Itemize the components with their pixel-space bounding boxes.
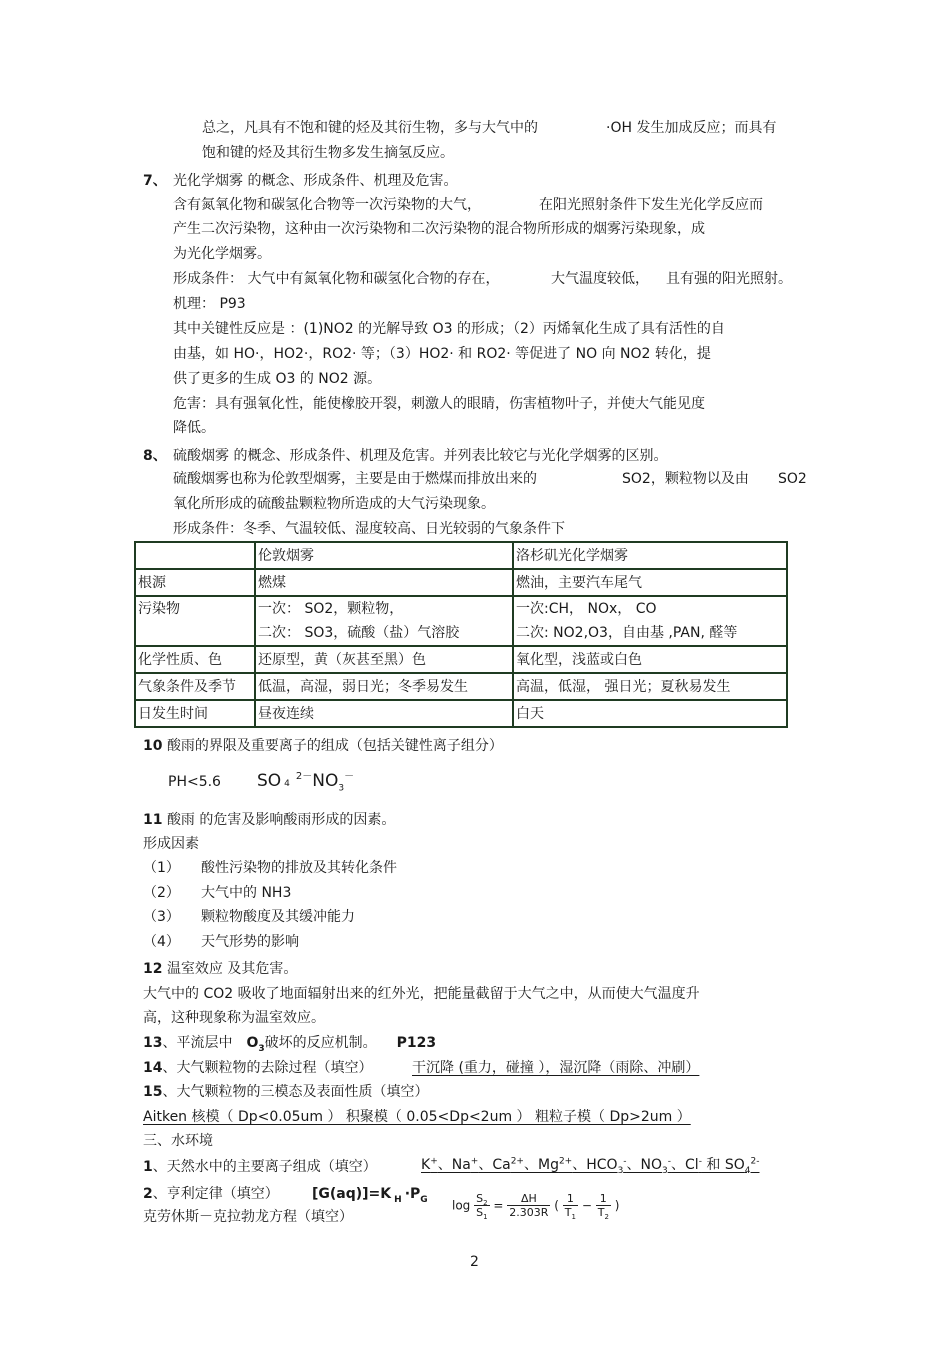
table-header-row [135, 542, 787, 569]
section-number: 14 [143, 1060, 163, 1076]
list-text: 天气形势的影响 [201, 934, 299, 950]
cell-text: 一次： SO2，颗粒物， [258, 601, 404, 617]
list-item [143, 883, 292, 903]
eq-text: 1 [563, 1192, 578, 1206]
text-line: 形成条件：冬季、气温较低、湿度较高、日光较弱的气象条件下 [173, 521, 565, 537]
text-line: 氧化所形成的硫酸盐颗粒物所造成的大气污染现象。 [173, 496, 495, 512]
answer-text: Aitken 核模（ Dp<0.05um ） 积聚模（ 0.05<Dp<2um ） 粗粒子模（ Dp>2um ） [143, 1109, 691, 1125]
section-number: 15 [143, 1084, 163, 1100]
eq-text: T [564, 1206, 572, 1219]
ion-text: 3 [338, 783, 345, 794]
table-cell: 气象条件及季节 [135, 673, 255, 700]
text-line: 供了更多的生成 O3 的 NO2 源。 [173, 371, 382, 387]
text-line: 硫酸烟雾也称为伦敦型烟雾，主要是由于燃煤而排放出来的 [173, 471, 537, 487]
table-cell: 污染物 [135, 596, 255, 646]
eq-text: log [452, 1198, 471, 1213]
section-title: 硫酸烟雾 的概念、形成条件、机理及危害。并列表比较它与光化学烟雾的区别。 [173, 448, 668, 464]
eq-text: 2 [604, 1213, 609, 1222]
text: P123 [396, 1035, 437, 1051]
text-line: 形成条件： 大气中有氮氧化物和碳氢化合物的存在， [173, 271, 500, 287]
text-line: 大气中的 CO2 吸收了地面辐射出来的红外光，把能量截留于大气之中，从而使大气温度升 [143, 986, 700, 1002]
list-item [143, 907, 355, 927]
table-row [135, 569, 787, 596]
section-heading [143, 1184, 279, 1204]
eq-text: T [597, 1206, 605, 1219]
table-cell [513, 621, 787, 646]
list-item [143, 858, 397, 878]
text-line: 在阳光照射条件下发生光化学反应而 [539, 197, 763, 213]
text: 总之，凡具有不饱和键的烃及其衍生物，多与大气中的 [202, 120, 538, 136]
table-cell [255, 621, 513, 646]
formula-text: ·P [404, 1186, 421, 1202]
formula-text: G [420, 1194, 428, 1205]
text-line: 降低。 [173, 420, 215, 436]
table-cell: 日发生时间 [135, 700, 255, 727]
eq-text: S [476, 1192, 484, 1205]
text-line: 机理： P93 [173, 296, 246, 312]
text-line: 由基，如 HO·，HO2·，RO2· 等；（3）HO2· 和 RO2· 等促进了 NO 向 NO2 转化，提 [173, 346, 711, 362]
text: O [246, 1035, 259, 1051]
text-line [202, 143, 454, 163]
smog-comparison-table [134, 541, 788, 728]
text-line: 含有氮氧化物和碳氢化合物等一次污染物的大气， [173, 197, 481, 213]
text-line: 大气温度较低， [551, 271, 649, 287]
text-line: SO2 [778, 471, 807, 487]
list-number: （3） [143, 909, 180, 925]
section-number: 13 [143, 1035, 163, 1051]
cell-text: 二次: NO2,O3，自由基 ,PAN, 醛等 [516, 625, 738, 641]
section-number: 10 [143, 738, 163, 754]
table-cell [513, 596, 787, 621]
table-cell: 氧化型，浅蓝或白色 [513, 646, 787, 673]
cell-text: 二次： SO3，硫酸（盐）气溶胶 [258, 625, 460, 641]
table-cell: 高温，低湿， 强日光；夏秋易发生 [513, 673, 787, 700]
list-number: （1） [143, 860, 180, 876]
eq-text: 2.303R [509, 1206, 549, 1219]
ion-text: NO [312, 771, 339, 791]
text-line: 克劳休斯－克拉勃龙方程（填空） [143, 1209, 353, 1225]
section-heading [143, 1082, 428, 1102]
table-row [135, 700, 787, 727]
text-line: 其中关键性反应是 ：(1)NO2 的光解导致 O3 的形成；（2）丙烯氧化生成了具有活性的自 [173, 321, 725, 337]
list-number: （4） [143, 934, 180, 950]
list-text: 酸性污染物的排放及其转化条件 [201, 860, 397, 876]
text: 3 [258, 1043, 265, 1054]
list-number: （2） [143, 885, 180, 901]
text-line [606, 118, 776, 138]
text: 饱和键的烃及其衍生物多发生摘氢反应。 [202, 145, 454, 161]
text-line [202, 118, 538, 138]
text: 、大气颗粒物的去除过程（填空） [162, 1060, 373, 1076]
table-cell: 根源 [135, 569, 255, 596]
text: ·OH 发生加成反应；而具有 [606, 120, 777, 136]
text: 破坏的反应机制。 [264, 1035, 377, 1051]
table-row [135, 673, 787, 700]
section-title: 光化学烟雾 的概念、形成条件、机理及危害。 [173, 173, 458, 189]
text-line: 形成因素 [143, 836, 199, 852]
list-text: 颗粒物酸度及其缓冲能力 [201, 909, 355, 925]
eq-fraction [596, 1192, 611, 1222]
section-title: 酸雨 的危害及影响酸雨形成的因素。 [166, 812, 396, 828]
text: 、亨利定律（填空） [152, 1186, 279, 1202]
cell-text: 一次:CH， NOx， CO [516, 601, 657, 617]
eq-fraction [507, 1192, 550, 1219]
text: 、大气颗粒物的三模态及表面性质（填空） [162, 1084, 429, 1100]
eq-text: ΔH [507, 1192, 550, 1206]
clausius-clapeyron-equation [452, 1192, 620, 1222]
text-line: 高，这种现象称为温室效应。 [143, 1010, 325, 1026]
section-title: 温室效应 及其危害。 [166, 961, 298, 977]
text-line: SO2，颗粒物以及由 [622, 471, 749, 487]
henry-law [312, 1184, 428, 1204]
table-cell: 还原型，黄（灰甚至黑）色 [255, 646, 513, 673]
formula-text: H [394, 1194, 402, 1205]
table-cell: 化学性质、色 [135, 646, 255, 673]
section-heading [143, 1157, 377, 1177]
eq-text: − [581, 1198, 592, 1213]
table-cell: 昼夜连续 [255, 700, 513, 727]
list-item [143, 932, 299, 952]
section-heading [143, 1058, 372, 1078]
table-cell: 燃煤 [255, 569, 513, 596]
section-number: 11 [143, 812, 163, 828]
section-title: 酸雨的界限及重要离子的组成（包括关键性离子组分） [166, 738, 503, 754]
table-cell: 燃油，主要汽车尾气 [513, 569, 787, 596]
section-number: 7、 [143, 173, 167, 189]
eq-text: 1 [571, 1213, 576, 1222]
list-text: 大气中的 NH3 [201, 885, 292, 901]
page-number: 2 [470, 1254, 479, 1270]
eq-text: ) [614, 1198, 620, 1213]
section-number: 1 [143, 1159, 153, 1175]
table-row [135, 646, 787, 673]
eq-text: = [493, 1198, 504, 1213]
eq-text: ( [554, 1198, 559, 1213]
eq-text: 1 [596, 1192, 611, 1206]
ion-formulas [257, 768, 354, 797]
text-line: 产生二次污染物，这种由一次污染物和二次污染物的混合物所形成的烟雾污染现象，成 [173, 221, 705, 237]
ion-text: SO [257, 771, 282, 791]
ion-text: － [344, 771, 355, 783]
table-header [135, 542, 255, 569]
text: 、平流层中 [162, 1035, 233, 1051]
eq-fraction [474, 1192, 489, 1222]
table-cell: 低温，高湿，弱日光；冬季易发生 [255, 673, 513, 700]
ion-text: 4 [284, 779, 290, 789]
table-row [135, 596, 787, 621]
section-heading [143, 736, 503, 756]
table-cell [255, 596, 513, 621]
section-heading [143, 959, 297, 979]
eq-text: S [476, 1206, 484, 1219]
eq-text: 2 [483, 1199, 488, 1208]
text: 、天然水中的主要离子组成（填空） [152, 1159, 377, 1175]
ph-limit: PH<5.6 [168, 774, 221, 790]
text-line: 为光化学烟雾。 [173, 246, 271, 262]
chapter-heading: 三、水环境 [143, 1133, 213, 1149]
text-line: 危害：具有强氧化性，能使橡胶开裂，刺激人的眼睛，伤害植物叶子，并使大气能见度 [173, 396, 705, 412]
eq-text: 1 [483, 1213, 488, 1222]
table-cell: 白天 [513, 700, 787, 727]
ion-list: K+、Na+、$Ca^{2+}$、$Mg^{2+}$、$HCO_3^-$、$NO_3^-$、Cl- 和 $SO_4^{2-}$ [421, 1156, 760, 1176]
text-line: 且有强的阳光照射。 [666, 271, 792, 287]
section-number: 8、 [143, 448, 167, 464]
table-header: 洛杉矶光化学烟雾 [513, 542, 787, 569]
ion-text: 2－ [295, 771, 313, 783]
eq-fraction [563, 1192, 578, 1222]
section-heading [143, 1033, 436, 1053]
section-heading [143, 810, 395, 830]
section-number: 2 [143, 1186, 153, 1202]
table-header: 伦敦烟雾 [255, 542, 513, 569]
section-number: 12 [143, 961, 163, 977]
answer-text: 干沉降 (重力，碰撞 ），湿沉降（雨除、冲刷） [412, 1060, 700, 1076]
formula-text: [G(aq)]=K [312, 1186, 392, 1202]
